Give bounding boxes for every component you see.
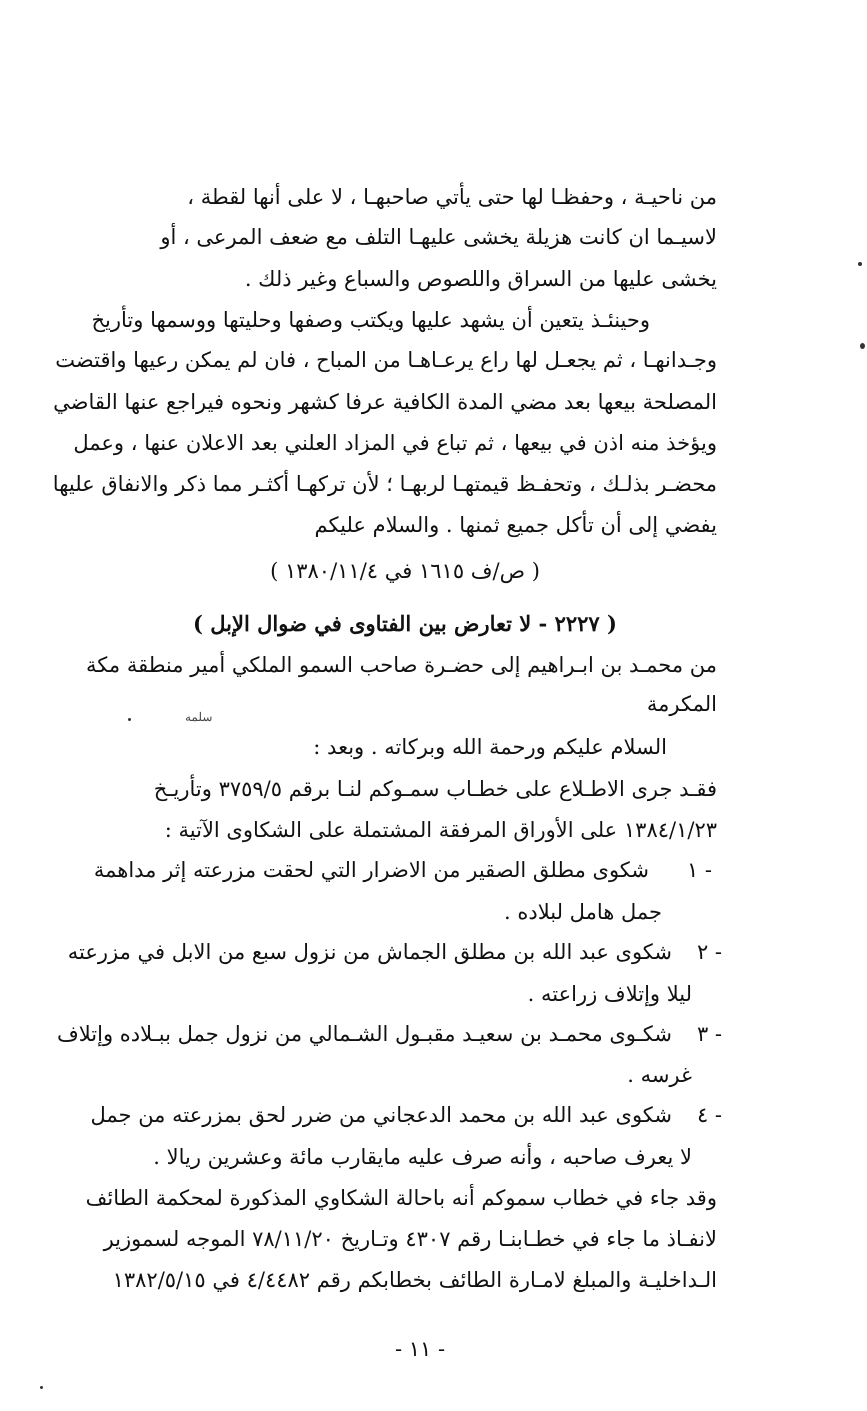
greeting: السلام عليكم ورحمة الله وبركاته . وبعد :	[313, 735, 667, 759]
complaint-line: جمل هامل لبلاده .	[504, 900, 662, 924]
text-line: وجـدانهـا ، ثم يجعـل لها راع يرعـاهـا من المباح ، فان لم يمكن رعيها واقتضت	[55, 348, 717, 372]
complaint-line: ليلا وإتلاف زراعته .	[527, 982, 692, 1006]
text-line: محضـر بذلـك ، وتحفـظ قيمتهـا لربهـا ؛ لأن تركهـا أكثـر مما ذكر والانفاق عليها	[52, 472, 717, 496]
scan-speck	[860, 343, 865, 349]
complaint-number: ٤ -	[696, 1103, 722, 1127]
complaint-line: شكوى عبد الله بن مطلق الجماش من نزول سبع من الابل في مزرعته	[67, 940, 672, 964]
complaint-number: ١ -	[686, 858, 712, 882]
address-line: من محمـد بن ابـراهيم إلى حضـرة صاحب السمو الملكي أمير منطقة مكة	[86, 653, 717, 677]
text-line: وحينئـذ يتعين أن يشهد عليها ويكتب وصفها وحليتها ووسمها وتأريخ	[91, 308, 650, 332]
scan-speck	[40, 1386, 43, 1389]
text-line: لاسيـما ان كانت هزيلة يخشى عليهـا التلف مع ضعف المرعى ، أو	[160, 225, 717, 249]
text-line: فقـد جرى الاطـلاع على خطـاب سمـوكم لنـا برقم ٣٧٥٩/٥ وتأريـخ	[153, 777, 717, 801]
complaint-line: شكوى مطلق الصقير من الاضرار التي لحقت مزرعته إثر مداهمة	[93, 858, 649, 882]
reference-line: ( ص/ف ١٦١٥ في ١٣٨٠/١١/٤ )	[270, 559, 540, 583]
complaint-number: ٣ -	[696, 1022, 722, 1046]
complaint-number: ٢ -	[696, 940, 722, 964]
text-line: يفضي إلى أن تأكل جميع ثمنها . والسلام عليكم	[314, 513, 717, 537]
text-line: الـداخليـة والمبلغ لامـارة الطائف بخطابكم رقم ٤/٤٤٨٢ في ١٣٨٢/٥/١٥	[112, 1268, 717, 1292]
complaint-line: غرسه .	[627, 1063, 692, 1087]
text-line: من ناحيـة ، وحفظـا لها حتى يأتي صاحبهـا ، لا على أنها لقطة ،	[187, 185, 717, 209]
margin-note: سلمه	[185, 710, 213, 724]
address-line: المكرمة	[646, 692, 717, 716]
scan-speck	[128, 718, 131, 721]
text-line: يخشى عليها من السراق واللصوص والسباع وغير ذلك .	[244, 267, 717, 291]
scan-speck	[858, 262, 862, 266]
text-line: وقد جاء في خطاب سموكم أنه باحالة الشكاوي المذكورة لمحكمة الطائف	[85, 1186, 717, 1210]
complaint-line: شكـوى محمـد بن سعيـد مقبـول الشـمالي من نزول جمل ببـلاده وإتلاف	[56, 1022, 672, 1046]
page-number: - ١١ -	[394, 1337, 446, 1361]
complaint-line: شكوى عبد الله بن محمد الدعجاني من ضرر لحق بمزرعته من جمل	[90, 1103, 672, 1127]
text-line: لانفـاذ ما جاء في خطـابنـا رقم ٤٣٠٧ وتـاريخ ٧٨/١١/٢٠ الموجه لسموزير	[103, 1227, 717, 1251]
text-line: ويؤخذ منه اذن في بيعها ، ثم تباع في المزاد العلني بعد الاعلان عنها ، وعمل	[73, 431, 717, 455]
text-line: المصلحة بيعها بعد مضي المدة الكافية عرفا كشهر ونحوه فيراجع عنها القاضي	[53, 390, 717, 414]
complaint-line: لا يعرف صاحبه ، وأنه صرف عليه مايقارب مائة وعشرين ريالا .	[153, 1145, 692, 1169]
section-title: ( ٢٢٢٧ - لا تعارض بين الفتاوى في ضوال الإبل )	[193, 611, 617, 636]
text-line: ١٣٨٤/١/٢٣ على الأوراق المرفقة المشتملة على الشكاوى الآتية :	[164, 818, 717, 842]
